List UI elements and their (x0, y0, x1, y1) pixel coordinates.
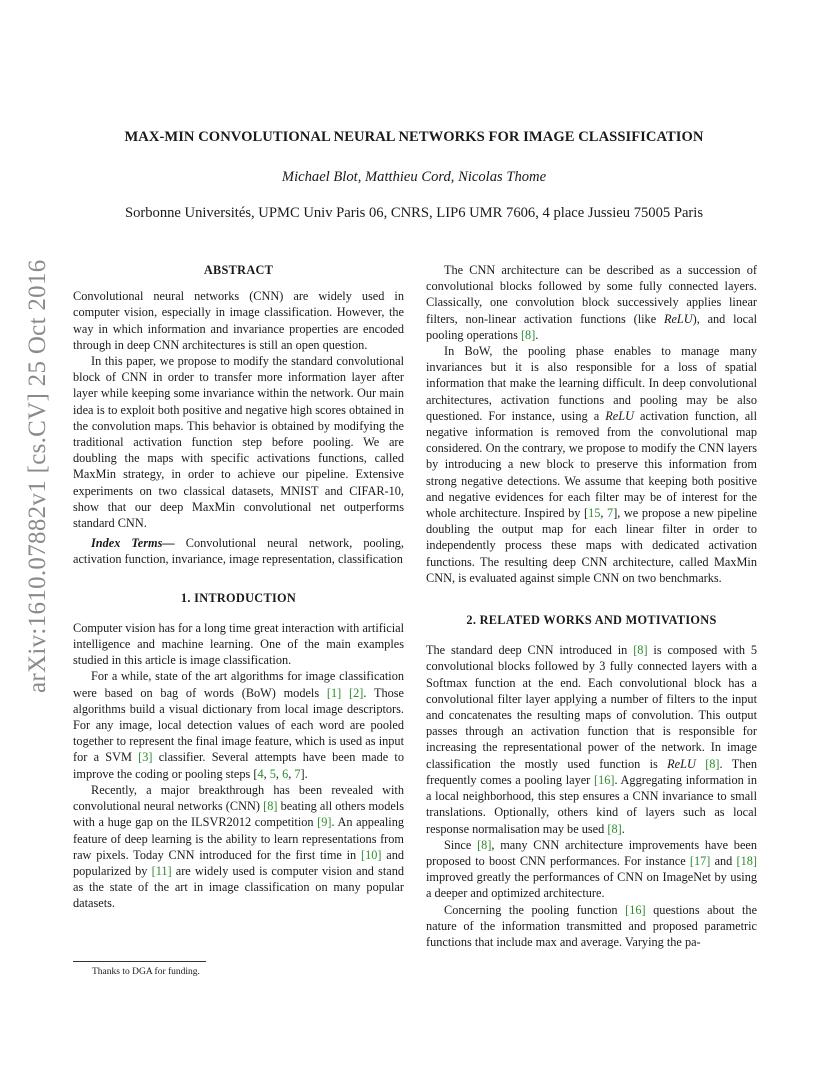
text-span: are widely used is computer vision and stand as the state of the art in image classification on many popular datasets. (73, 863, 404, 911)
introduction-heading: 1. INTRODUCTION (180, 590, 297, 605)
text-span: The CNN architecture can be described as a succession of convolutional blocks followed by some fully connected layers. Classically, one convolution block successively applies linear filters, non-linear activation functions (like (426, 263, 757, 326)
author-list: Michael Blot, Matthieu Cord, Nicolas Thome (281, 169, 547, 185)
citation-link[interactable]: 7 (294, 766, 301, 781)
citation-link[interactable]: [8] (263, 799, 278, 814)
index-terms-text: Convolutional neural network, pooling, activation function, invariance, image representation, classification (73, 536, 404, 567)
text-span: Concerning the pooling function (444, 902, 618, 917)
citation-link[interactable]: [18] (736, 853, 758, 868)
citation-link[interactable]: [1] (326, 685, 342, 700)
right-column (426, 262, 757, 950)
citation-link[interactable]: [16] (625, 902, 646, 917)
related-works-heading: 2. RELATED WORKS AND MOTIVATIONS (466, 613, 717, 628)
relu-symbol: ReLU (605, 408, 634, 423)
text-span: activation function, all negative information is removed from the convolutional map considered. On the contrary, we propose to modify the CNN layers by introducing a new block to preserve this information from strong negative detections. We assume that keeping both positive and negative evidences for each filter may be of interest for the whole architecture. Inspired by (426, 408, 758, 521)
citation-link[interactable]: [2] (348, 685, 364, 700)
citation-link[interactable]: [3] (138, 750, 153, 765)
abstract-paragraph-2: In this paper, we propose to modify the standard convolutional block of CNN in order to transfer more information layer after layer while keeping some invariance within the network. Our main idea is to exploit both positive and negative high scores obtained in the convolution maps. This behavior is obtained by modifying the traditional activation function step before pooling. We are doubling the maps with specific activations functions, called MaxMin strategy, in order to achieve our pipeline. Extensive experiments on two classical datasets, MNIST and CIFAR-10, show that our deep MaxMin convolutional net outperforms standard CNN. (73, 354, 404, 531)
affiliation: Sorbonne Universités, UPMC Univ Paris 06, CNRS, LIP6 UMR 7606, 4 place Jussieu 75005 Paris (124, 205, 704, 221)
text-span: An appealing feature of deep learning is the ability to learn representations from raw pixels. Today CNN introduced for the first time in (73, 815, 404, 862)
text-span: and popularized by (73, 847, 404, 878)
text-span: Those algorithms build a visual dictionary from local image descriptors. For any image, local detection values of each word are pooled together to represent the final image feature, which is used as input for a SVM (73, 685, 404, 765)
citation-link[interactable]: [8] (705, 756, 720, 771)
text-span: ), and local pooling operations (426, 311, 757, 342)
intro-paragraph-3: Recently, a major breakthrough has been revealed with convolutional neural networks (CNN) [8] beating all others models with a huge gap on the ILSVR2012 competition [9]. An appealing feature of deep learning is the ability to learn representations from raw pixels. Today CNN introduced for the first time in [10] and popularized by [11] are widely used is computer vision and stand as the state of the art in image classification on many popular datasets. (73, 782, 404, 911)
citation-link[interactable]: 5 (269, 766, 276, 781)
citation-link[interactable]: [8] (633, 643, 648, 658)
relu-symbol: ReLU (667, 756, 696, 771)
citation-link[interactable]: [17] (689, 853, 711, 868)
text-span: , many CNN architecture improvements have been proposed to boost CNN performances. For instance (426, 837, 758, 868)
citation-link[interactable]: 15 (588, 506, 601, 521)
citation-link[interactable]: 6 (282, 766, 289, 781)
related-paragraph-1: The standard deep CNN introduced in [8] is composed with 5 convolutional blocks followed by 3 fully connected layers with a Softmax function at the end. Each convolutional block has a convolutional filter layer applying a number of filters to the input and concatenates the resulting maps of convolution. This output passes through an activation function that is responsible for increasing the representational power of the network. In image classification the mostly used function is ReLU [8]. Then frequently comes a pooling layer [16]. Aggregating information in a local neighborhood, this step ensures a CNN invariance to small translations. Optionally, others kind of layers such as local response normalisation may be used [8]. (426, 643, 758, 836)
cnn-architecture-paragraph: The CNN architecture can be described as a succession of convolutional blocks followed by some fully connected layers. Classically, one convolution block successively applies linear filters, non-linear activation functions (like ReLU), and local pooling operations [8]. (426, 263, 757, 342)
text-span: is composed with 5 convolutional blocks followed by 3 fully connected layers with a Softmax function at the end. Each convolutional block has a convolutional filter layer applying a number of filters to the input and concatenates the resulting maps of convolution. This output passes through an activation function that is responsible for increasing the representational power of the network. In image classification the mostly used function is (426, 643, 758, 771)
text-span: The standard deep CNN introduced in (426, 643, 628, 658)
citation-link[interactable]: 4 (257, 766, 264, 781)
footnote-rule (73, 961, 206, 962)
footnote: Thanks to DGA for funding. (92, 967, 200, 977)
citation-link[interactable]: 7 (607, 506, 614, 521)
abstract-heading: ABSTRACT (203, 263, 274, 277)
text-span: . Aggregating information in a local neighborhood, this step ensures a CNN invariance to small translations. Optionally, others kind of layers such as local response normalisation may be used (426, 772, 757, 836)
paper-title: MAX-MIN CONVOLUTIONAL NEURAL NETWORKS FOR IMAGE CLASSIFICATION (124, 129, 704, 145)
citation-link[interactable]: [10] (360, 847, 382, 862)
text-span: . Then frequently comes a pooling layer (426, 756, 757, 787)
text-span: Recently, a major breakthrough has been revealed with convolutional neural networks (CNN) (73, 782, 404, 814)
text-span: , we propose a new pipeline doubling the output map for each linear filter in order to independently process these maps with dedicated activation functions. The resulting deep CNN architecture, called MaxMin CNN, is evaluated against simple CNN on two benchmarks. (426, 506, 757, 585)
text-span: For a while, state of the art algorithms for image classification were based on bag of words (BoW) models (73, 669, 404, 700)
arxiv-sidebar-stamp: arXiv:1610.07882v1 [cs.CV] 25 Oct 2016 (24, 259, 51, 693)
text-span: questions about the nature of the information transmitted and proposed parametric functions that include max and average. Varying the pa- (426, 902, 758, 949)
citation-link[interactable]: [11] (151, 863, 172, 878)
citation-link[interactable]: [8] (477, 837, 492, 852)
abstract-paragraph-1: Convolutional neural networks (CNN) are widely used in computer vision, especially in image classification. However, the way in which information and invariance properties are encoded through in deep CNN architectures is still an open question. (73, 289, 404, 352)
text-span: classifier. Several attempts have been made to improve the coding or pooling steps (73, 750, 405, 781)
index-terms (73, 535, 404, 567)
related-paragraph-3 (426, 902, 757, 951)
left-column (73, 262, 404, 912)
citation-link[interactable]: [16] (593, 772, 615, 787)
intro-paragraph-1: Computer vision has for a long time great interaction with artificial intelligence and machine learning. One of the main examples studied in this article is image classification. (73, 620, 404, 668)
index-terms-label: Index Terms— (91, 536, 175, 551)
relu-symbol: ReLU (663, 311, 693, 326)
text-span: and (714, 853, 733, 868)
text-span: In BoW, the pooling phase enables to manage many invariances but it is also responsible for a loss of spatial information that make the learning difficult. In deep convolutional architectures, activation functions and pooling may be also questioned. For instance, using a (426, 344, 757, 423)
bow-pooling-paragraph: In BoW, the pooling phase enables to manage many invariances but it is also responsible for a loss of spatial information that make the learning difficult. In deep convolutional architectures, activation functions and pooling may be also questioned. For instance, using a ReLU activation function, all negative information is removed from the convolutional map considered. On the contrary, we propose to modify the CNN layers by introducing a new block to preserve this information from strong negative detections. We assume that keeping both positive and negative evidences for each filter may be of interest for the whole architecture. Inspired by [15, 7], we propose a new pipeline doubling the output map for each linear filter in order to independently process these maps with dedicated activation functions. The resulting deep CNN architecture, called MaxMin CNN, is evaluated against simple CNN on two benchmarks. (426, 344, 758, 585)
citation-link[interactable]: [9] (317, 815, 332, 830)
citation-link[interactable]: [8] (607, 821, 622, 836)
text-span: improved greatly the performances of CNN on ImageNet by using a deeper and optimized architecture. (426, 870, 757, 901)
text-span: Since (444, 837, 472, 852)
related-paragraph-2 (426, 837, 757, 902)
intro-paragraph-2: For a while, state of the art algorithms for image classification were based on bag of words (BoW) models [1] [2]. Those algorithms build a visual dictionary from local image descriptors. For any image, local detection values of each word are pooled together to represent the final image feature, which is used as input for a SVM [3] classifier. Several attempts have been made to improve the coding or pooling steps [4, 5, 6, 7]. (73, 669, 405, 781)
citation-link[interactable]: [8] (520, 327, 536, 342)
text-span: beating all others models with a huge gap on the ILSVR2012 competition (73, 799, 404, 830)
